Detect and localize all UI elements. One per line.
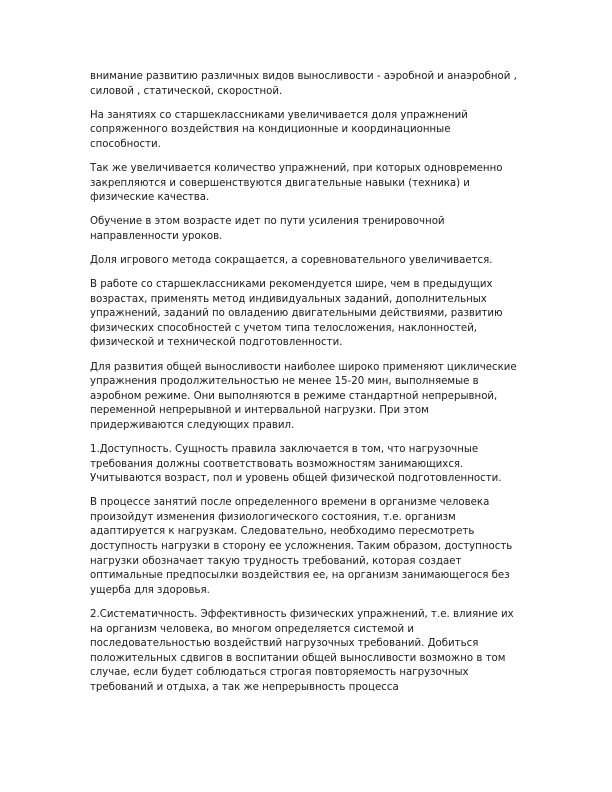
paragraph-skills-and-qualities: Так же увеличивается количество упражнений, при которых одновременно закрепляются и совершенствуются двигательные навыки (техника) и физические качества. [90,162,503,204]
paragraph-endurance-types: внимание развитию различных видов выносливости - аэробной и анаэробной , силовой , статической, скоростной. [90,71,517,97]
paragraph-training-focus: Обучение в этом возрасте идет по пути усиления тренировочной направленности уроков. [90,216,445,242]
paragraph-general-endurance: Для развития общей выносливости наиболее широко применяют циклические упражнения продолжительностью не менее 15-20 мин, выполняемые в аэробном режиме. Они выполняются в режиме стандартной непрерывной, переменной непрерывной и интервальной нагрузки. При этом придерживаются следующих правил. [90,361,517,431]
paragraph-game-method: Доля игрового метода сокращается, а соревновательного увеличивается. [90,254,493,266]
paragraph-rule-systematic: 2.Систематичность. Эффективность физических упражнений, т.е. влияние их на организм человека, во многом определяется системой и последовательностью воздействий нагрузочных требований. Добиться положительных сдвигов в воспитании общей выносливости возможно в том случае, если будет соблюдаться строгая повторяемость нагрузочных требований и отдыха, а так же непрерывность процесса [90,608,514,693]
paragraph-rule-accessibility: 1.Доступность. Сущность правила заключается в том, что нагрузочные требования должны соответствовать возможностям занимающихся. Учитываются возраст, пол и уровень общей физической подготовленности. [90,443,502,485]
paragraph-adaptation: В процессе занятий после определенного времени в организме человека произойдут изменения физиологического состояния, т.е. организм адаптируется к нагрузкам. Следовательно, необходимо пересмотреть доступность нагрузки в сторону ее усложнения. Таким образом, доступность нагрузки обозначает такую трудность требований, которая создает оптимальные предпосылки воздействия ее, на организм занимающегося без ущерба для здоровья. [90,497,513,596]
paragraph-individual-tasks: В работе со старшеклассниками рекомендуется шире, чем в предыдущих возрастах, применять метод индивидуальных заданий, дополнительных упражнений, заданий по овладению двигательными действиями, развитию физических способностей с учетом типа телосложения, наклонностей, физической и технической подготовленности. [90,279,503,349]
document-page [90,70,520,705]
paragraph-combined-exercises: На занятиях со старшеклассниками увеличивается доля упражнений сопряженного воздействия на кондиционные и координационные способности. [90,109,468,150]
